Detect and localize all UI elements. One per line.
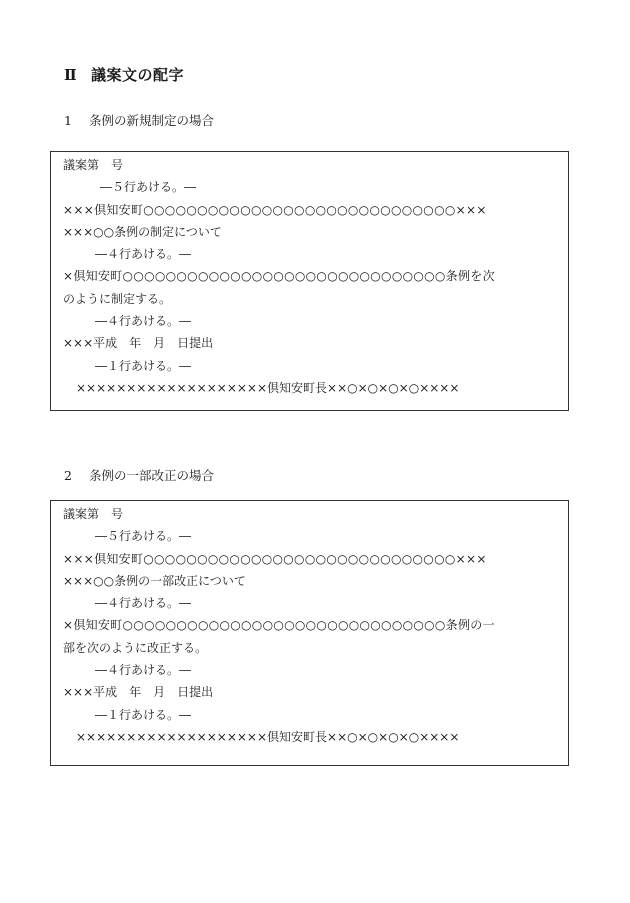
spacing-note: ―１行あける。― — [95, 358, 192, 373]
body-line: ×倶知安町○○○○○○○○○○○○○○○○○○○○○○○○○○○○○○条例を次 — [63, 269, 495, 284]
submission-date-line: ×××平成 年 月 日提出 — [63, 685, 214, 700]
title-line: ×××倶知安町○○○○○○○○○○○○○○○○○○○○○○○○○○○○○××× — [63, 551, 487, 566]
body-line: 部を次のように改正する。 — [63, 640, 208, 655]
bill-number-line: 議案第 号 — [63, 507, 124, 521]
chapter-number: Ⅱ — [64, 66, 78, 84]
bill-number-line: 議案第 号 — [63, 158, 124, 172]
spacing-note: ―４行あける。― — [95, 247, 192, 262]
section-title: 条例の新規制定の場合 — [89, 113, 215, 128]
spacing-note: ―４行あける。― — [95, 314, 192, 329]
section-heading-partial-amendment — [64, 466, 214, 484]
bill-template-box-amendment — [50, 500, 569, 766]
section-heading-new-ordinance — [64, 111, 214, 129]
submission-date-line: ×××平成 年 月 日提出 — [63, 336, 214, 351]
spacing-note: ―５行あける。― — [95, 529, 192, 544]
title-line: ×××○○条例の制定について — [63, 224, 222, 239]
spacing-note: ―５行あける。― — [100, 180, 197, 195]
signatory-line: ×××××××××××××××××××倶知安町長××○×○×○×○×××× — [76, 380, 460, 395]
bill-template-box-new — [50, 151, 569, 411]
body-line: のように制定する。 — [63, 291, 172, 306]
title-line: ×××○○条例の一部改正について — [63, 573, 246, 588]
spacing-note: ―４行あける。― — [95, 663, 192, 678]
spacing-note: ―４行あける。― — [95, 596, 192, 611]
title-line: ×××倶知安町○○○○○○○○○○○○○○○○○○○○○○○○○○○○○××× — [63, 202, 487, 217]
section-number: 2 — [64, 468, 72, 483]
section-number: 1 — [64, 113, 72, 128]
section-title: 条例の一部改正の場合 — [89, 468, 215, 483]
page-title — [64, 64, 184, 85]
chapter-title: 議案文の配字 — [91, 66, 185, 84]
signatory-line: ×××××××××××××××××××倶知安町長××○×○×○×○×××× — [76, 729, 460, 744]
spacing-note: ―１行あける。― — [95, 707, 192, 722]
body-line: ×倶知安町○○○○○○○○○○○○○○○○○○○○○○○○○○○○○○条例の一 — [63, 618, 495, 633]
